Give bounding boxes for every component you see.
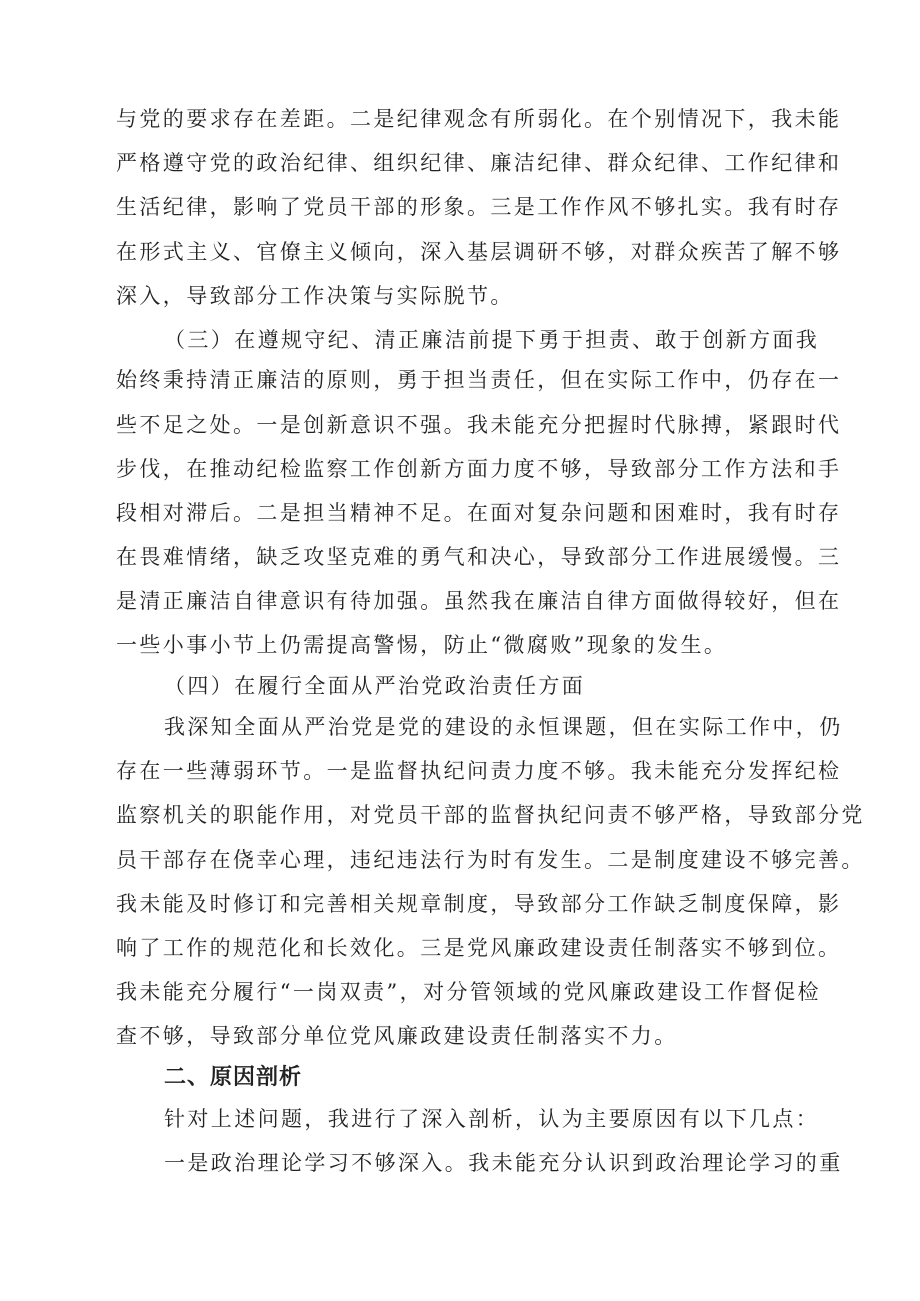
body-text-line: 段相对滞后。二是担当精神不足。在面对复杂问题和困难时，我有时存 [116, 501, 842, 525]
body-text-line: 深入，导致部分工作决策与实际脱节。 [116, 284, 514, 308]
body-text-line: 针对上述问题，我进行了深入剖析，认为主要原因有以下几点： [164, 1107, 820, 1131]
body-text-line: 监察机关的职能作用，对党员干部的监督执纪问责不够严格，导致部分党 [116, 803, 865, 827]
body-text-line: 是清正廉洁自律意识有待加强。虽然我在廉洁自律方面做得较好，但在 [116, 589, 842, 613]
body-text-line: 一是政治理论学习不够深入。我未能充分认识到政治理论学习的重 [164, 1151, 843, 1175]
body-text-line: 步伐，在推动纪检监察工作创新方面力度不够，导致部分工作方法和手 [116, 457, 842, 481]
body-text-line: 员干部存在侥幸心理，违纪违法行为时有发生。二是制度建设不够完善。 [116, 848, 865, 872]
body-text-line: 与党的要求存在差距。二是纪律观念有所弱化。在个别情况下，我未能 [116, 107, 842, 131]
body-text-line: 我深知全面从严治党是党的建设的永恒课题，但在实际工作中，仍 [164, 715, 843, 739]
body-text-line: 生活纪律，影响了党员干部的形象。三是工作作风不够扎实。我有时存 [116, 195, 842, 219]
body-text-line: 响了工作的规范化和长效化。三是党风廉政建设责任制落实不够到位。 [116, 936, 842, 960]
section-heading-2: 二、原因剖析 [164, 1065, 303, 1090]
body-text-line: 严格遵守党的政治纪律、组织纪律、廉洁纪律、群众纪律、工作纪律和 [116, 151, 842, 175]
body-text-line: 在畏难情绪，缺乏攻坚克难的勇气和决心，导致部分工作进展缓慢。三 [116, 545, 842, 569]
body-text-line: 我未能充分履行“一岗双责”，对分管领域的党风廉政建设工作督促检 [116, 980, 821, 1004]
body-text-line: 在形式主义、官僚主义倾向，深入基层调研不够，对群众疾苦了解不够 [116, 240, 842, 264]
body-text-line: 查不够，导致部分单位党风廉政建设责任制落实不力。 [116, 1024, 678, 1048]
body-text-line: 些不足之处。一是创新意识不强。我未能充分把握时代脉搏，紧跟时代 [116, 413, 842, 437]
section-heading-4: （四）在履行全面从严治党政治责任方面 [164, 674, 586, 698]
body-text-line: 存在一些薄弱环节。一是监督执纪问责力度不够。我未能充分发挥纪检 [116, 759, 842, 783]
body-text-line: 始终秉持清正廉洁的原则，勇于担当责任，但在实际工作中，仍存在一 [116, 368, 842, 392]
section-heading-3: （三）在遵规守纪、清正廉洁前提下勇于担责、敢于创新方面我 [164, 328, 820, 352]
body-text-line: 一些小事小节上仍需提高警惕，防止“微腐败”现象的发生。 [116, 633, 728, 657]
body-text-line: 我未能及时修订和完善相关规章制度，导致部分工作缺乏制度保障，影 [116, 892, 842, 916]
